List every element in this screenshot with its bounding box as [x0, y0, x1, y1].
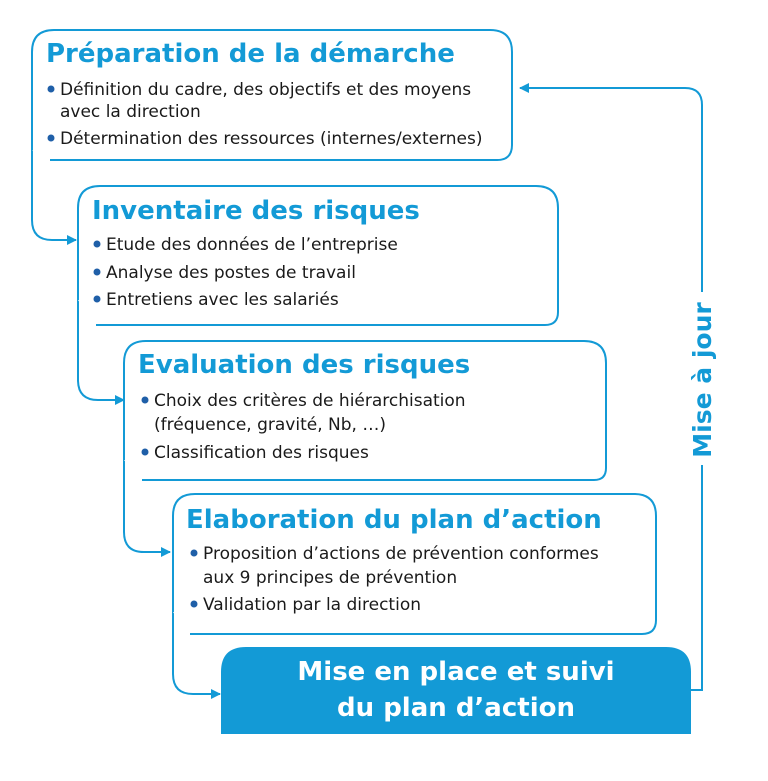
final-step-line2: du plan d’action — [337, 693, 575, 723]
bullet-dot — [94, 269, 101, 276]
bullet-dot — [191, 601, 198, 608]
bullet-text: Proposition d’actions de prévention conformes aux 9 principes de prévention — [203, 544, 599, 588]
bullet-dot — [142, 397, 149, 404]
step-title: Evaluation des risques — [138, 350, 471, 380]
step-box-elaboration — [173, 494, 656, 634]
final-step-line1: Mise en place et suivi — [297, 657, 615, 687]
bullet-dot — [94, 296, 101, 303]
bullet-dot — [191, 550, 198, 557]
step-title: Inventaire des risques — [92, 196, 420, 226]
feedback-label: Mise à jour — [688, 302, 717, 458]
step-box-mise-en-place — [222, 648, 690, 733]
bullet-text: Choix des critères de hiérarchisation (fréquence, gravité, Nb, …) — [154, 391, 466, 435]
bullet-text: Etude des données de l’entreprise — [106, 235, 398, 255]
connector-1-2 — [32, 150, 76, 240]
bullet-text: Détermination des ressources (internes/externes) — [60, 129, 483, 149]
bullet-dot — [48, 135, 55, 142]
step-title: Elaboration du plan d’action — [186, 505, 602, 535]
bullet-text: Définition du cadre, des objectifs et des moyens avec la direction — [60, 80, 472, 122]
bullet-text: Analyse des postes de travail — [106, 263, 356, 283]
bullet-text: Classification des risques — [154, 443, 369, 463]
step-box-evaluation — [124, 341, 606, 480]
bullet-dot — [142, 449, 149, 456]
step-title: Préparation de la démarche — [46, 39, 455, 69]
bullet-dot — [48, 86, 55, 93]
step-box-preparation — [32, 30, 512, 160]
bullet-text: Validation par la direction — [203, 595, 421, 615]
step-box-inventaire — [78, 186, 558, 325]
bullet-dot — [94, 241, 101, 248]
bullet-text: Entretiens avec les salariés — [106, 290, 339, 310]
feedback-loop-bottom — [690, 678, 702, 690]
